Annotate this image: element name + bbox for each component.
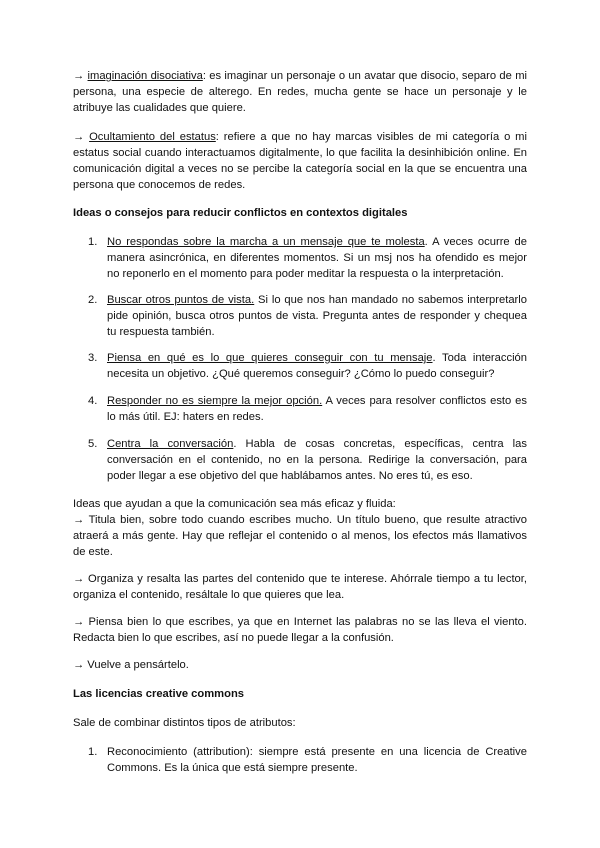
consejo-title: Piensa en qué es lo que quieres conseguir con tu mensaje: [107, 352, 433, 364]
paragraph-sale-de: Sale de combinar distintos tipos de atributos:: [73, 717, 296, 729]
list-number: 1.: [88, 746, 98, 758]
list-number: 2.: [88, 294, 98, 306]
text-titula: Titula bien, sobre todo cuando escribes mucho. Un título bueno, que resulte atractivo atraerá a más gente. Hay que reflejar el contenido o al menos, los efectos más llamativos de este.: [73, 514, 527, 558]
text-ocultamiento: : refiere a que no hay marcas visibles de mi categoría o mi estatus social cuando interactuamos digitalmente, lo que facilita la desinhibición online. En comunicación digital a veces no se percibe la categoría social en la que se encuentra una persona que conocemos de redes.: [73, 131, 527, 191]
list-number: 5.: [88, 438, 98, 450]
text-piensa: Piensa bien lo que escribes, ya que en Internet las palabras no se las lleva el viento. Redacta bien lo que escribes, así no puede llegar a la confusión.: [73, 616, 527, 644]
consejo-title: Buscar otros puntos de vista.: [107, 294, 255, 306]
list-item-consejo-5: [107, 436, 527, 484]
arrow-glyph: →: [73, 70, 85, 82]
consejo-text: . Habla de cosas concretas, específicas, centra las conversación en el contenido, no en la persona. Redirige la conversación, para poder llegar a ese objetivo del que hablábamos antes. No eres tú, es eso.: [107, 438, 527, 482]
text-imaginacion: : es imaginar un personaje o un avatar que disocio, separo de mi persona, una especie de alterego. En redes, mucha gente se hace un personaje y le atribuye las cualidades que quiere.: [73, 70, 528, 114]
list-number: 3.: [88, 352, 98, 364]
arrow-glyph: →: [73, 616, 85, 628]
paragraph-organiza: [73, 571, 527, 603]
paragraph-ideas-ayudan: Ideas que ayudan a que la comunicación sea más eficaz y fluida:: [73, 498, 396, 510]
consejo-title: Centra la conversación: [107, 438, 234, 450]
arrow-glyph: →: [73, 659, 85, 671]
paragraph-piensa: [73, 614, 527, 646]
heading-licencias: Las licencias creative commons: [73, 688, 245, 700]
heading-ideas-conflictos: Ideas o consejos para reducir conflictos en contextos digitales: [73, 207, 408, 219]
paragraph-ocultamiento: [73, 129, 527, 193]
list-item-consejo-1: [107, 234, 527, 282]
arrow-glyph: →: [73, 573, 85, 585]
text-vuelve: Vuelve a pensártelo.: [87, 659, 189, 671]
term-ocultamiento: Ocultamiento del estatus: [89, 131, 216, 143]
arrow-glyph: →: [73, 514, 85, 526]
consejo-text: Si lo que nos han mandado no sabemos interpretarlo pide opinión, busca otros puntos de vista. Pregunta antes de responder y chequea tu respuesta también.: [107, 294, 527, 338]
paragraph-imaginacion: [73, 68, 527, 116]
consejo-text: . Toda interacción necesita un objetivo. ¿Qué queremos conseguir? ¿Cómo lo puedo conseguir?: [107, 352, 527, 380]
list-number: 1.: [88, 236, 98, 248]
list-item-licencia-1: Reconocimiento (attribution): siempre está presente en una licencia de Creative Commons. Es la única que está siempre presente.: [107, 746, 527, 774]
list-item-consejo-3: [107, 350, 527, 382]
consejo-title: Responder no es siempre la mejor opción.: [107, 395, 323, 407]
consejo-text: A veces para resolver conflictos esto es lo más útil. EJ: haters en redes.: [107, 395, 527, 423]
consejo-title: No respondas sobre la marcha a un mensaje que te molesta: [107, 236, 425, 248]
term-imaginacion: imaginación disociativa: [87, 70, 203, 82]
consejo-text: . A veces ocurre de manera asincrónica, en diferentes momentos. Si un msj nos ha ofendido es mejor no reponerlo en el momento para poder meditar la respuesta o la interpretación.: [107, 236, 527, 280]
arrow-glyph: →: [73, 131, 85, 143]
paragraph-titula: [73, 512, 527, 560]
list-item-consejo-2: [107, 292, 527, 340]
paragraph-vuelve: [73, 657, 527, 673]
list-item-consejo-4: [107, 393, 527, 425]
list-number: 4.: [88, 395, 98, 407]
text-organiza: Organiza y resalta las partes del contenido que te interese. Ahórrale tiempo a tu lector, organiza el contenido, resáltale lo que quieres que lea.: [73, 573, 527, 601]
